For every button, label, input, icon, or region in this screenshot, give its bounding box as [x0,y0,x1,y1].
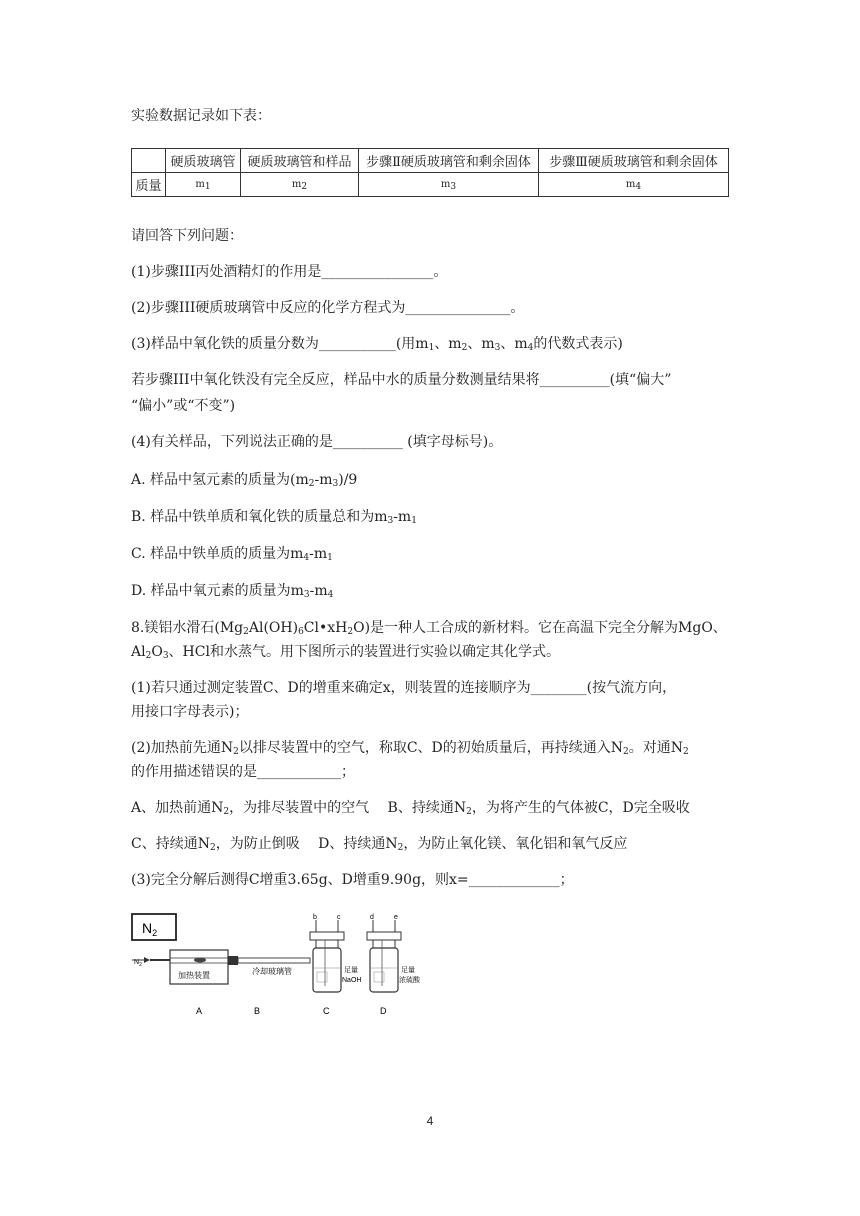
option-b: B. 样品中铁单质和氧化铁的质量总和为$m_3-m_1$ [131,509,417,526]
question-8-2-line1: (2)加热前先通$N_2$以排尽装置中的空气，称取C、D的初始质量后，再持续通入$N_2$。对通$N_2$ [131,740,689,757]
question-2: (2)步骤III硬质玻璃管中反应的化学方程式为_______________。 [131,300,525,316]
question-4: (4)有关样品，下列说法正确的是__________ (填字母标号)。 [131,434,503,450]
table-header-cell [132,149,166,173]
table-header-row [132,149,729,173]
apparatus-diagram [130,912,460,1022]
table-header-cell: 硬质玻璃管和样品 [241,149,359,173]
table-header-cell: 硬质玻璃管 [166,149,241,173]
question-3b-line1: 若步骤III中氧化铁没有完全反应，样品中水的质量分数测量结果将__________(填“偏大” [131,372,672,388]
inlet-label: $N_2$ [134,959,142,968]
question-3b-line2: “偏小”或“不变”) [131,398,236,414]
table-header-cell: 步骤Ⅲ硬质玻璃管和剩余固体 [539,149,729,173]
sample-mark [194,958,206,963]
option-d: D. 样品中氧元素的质量为$m_3-m_4$ [131,583,334,600]
label-c: C [323,1006,330,1016]
table-cell: $m_4$ [539,173,729,197]
question-8-line2: $Al_2O_3$、HCl和水蒸气。用下图所示的装置进行实验以确定其化学式。 [131,644,560,661]
question-1: (1)步骤III丙处酒精灯的作用是________________。 [131,264,448,280]
gas-box-label: $N_2$ [142,920,158,938]
cooling-tube-label: 冷却玻璃管 [252,967,292,976]
port-d-label: d [370,914,374,921]
table-row-label: 质量 [132,173,166,197]
label-a: A [196,1006,203,1016]
option-c: C. 样品中铁单质的质量为$m_4-m_1$ [131,546,333,563]
table-cell: $m_3$ [359,173,539,197]
bottle-c-label-2: NaOH [342,977,362,984]
inlet-arrow-head [144,957,150,963]
page-number: 4 [426,1114,434,1128]
prompt-text: 请回答下列问题： [131,228,243,244]
question-8-1-line2: 用接口字母表示)； [131,704,249,720]
port-e-label: e [394,914,398,921]
intro-text: 实验数据记录如下表： [131,108,271,124]
bottle-d-label-2: 浓硫酸 [399,977,420,984]
question-3: (3)样品中氧化铁的质量分数为___________(用$m_1$、$m_2$、$m_3$、$m_4$的代数式表示) [131,336,623,353]
label-b: B [254,1006,261,1016]
cooling-tube [238,958,310,963]
bottle-c-label-1: 足量 [344,967,358,974]
port-b-label: b [313,914,317,921]
connector [228,956,238,965]
option-row-2: C、持续通$N_2$，为防止倒吸 D、持续通$N_2$，为防止氧化镁、氧化铝和氧气反应 [131,836,628,853]
option-row-1: A、加热前通$N_2$，为排尽装置中的空气 B、持续通$N_2$，为将产生的气体被C，D完全吸收 [131,800,690,817]
question-8-3: (3)完全分解后测得C增重3.65g、D增重9.90g，则x=_____________； [131,872,574,888]
option-a: A. 样品中氢元素的质量为$(m_2-m_3)/9$ [131,472,358,489]
question-8-line1: 8.镁铝水滑石$(Mg_2Al(OH)_6Cl•xH_2O)$是一种人工合成的新材料。它在高温下完全分解为MgO、 [131,620,727,637]
port-c-label: c [337,914,341,921]
bottle-d [367,920,401,992]
bottle-c [310,920,344,992]
table-cell: $m_1$ [166,173,241,197]
table-row [132,173,729,197]
bottle-d-label-1: 足量 [401,967,415,974]
table-header-cell: 步骤Ⅱ硬质玻璃管和剩余固体 [359,149,539,173]
question-8-1-line1: (1)若只通过测定装置C、D的增重来确定x，则装置的连接顺序为________(按气流方向， [131,680,677,696]
data-table [131,148,729,197]
question-8-2-line2: 的作用描述错误的是____________； [131,764,355,780]
heater-label: 加热装置 [178,971,210,980]
label-d: D [380,1006,387,1016]
table-cell: $m_2$ [241,173,359,197]
